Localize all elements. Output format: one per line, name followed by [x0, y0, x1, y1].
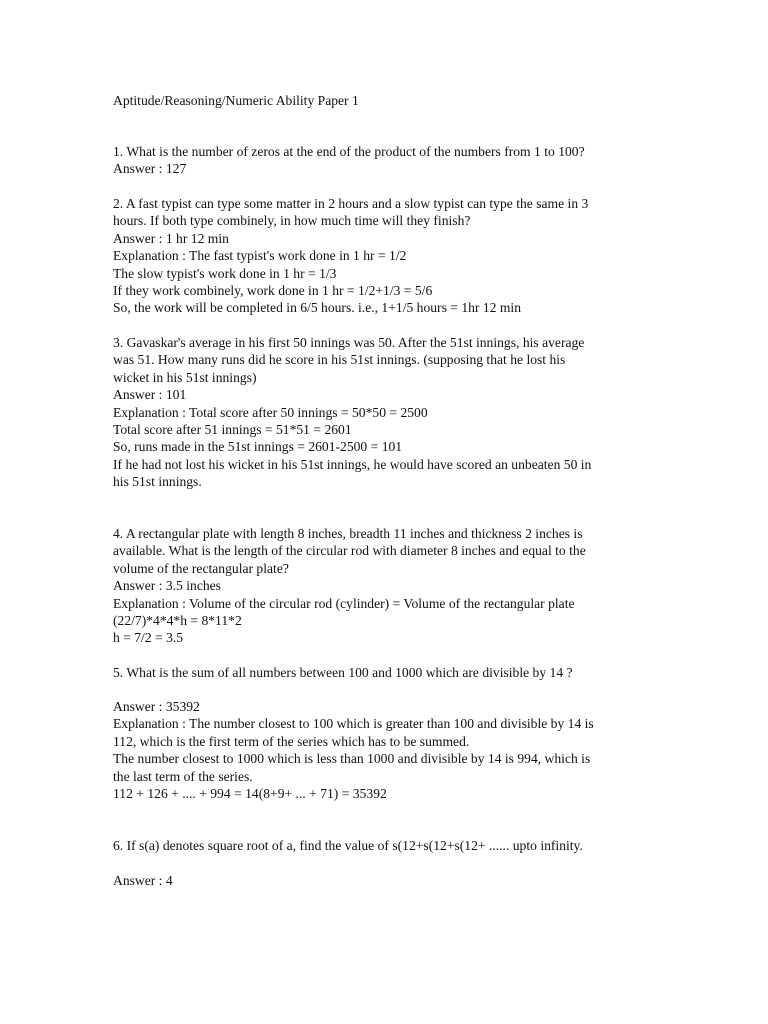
explanation-2-line: So, the work will be completed in 6/5 hours. i.e., 1+1/5 hours = 1hr 12 min — [113, 300, 521, 316]
explanation-4-line: h = 7/2 = 3.5 — [113, 630, 184, 646]
explanation-5-line: The number closest to 1000 which is less than 1000 and divisible by 14 is 994, which is — [113, 751, 591, 767]
answer-2: Answer : 1 hr 12 min — [113, 230, 229, 246]
question-3-text: 3. Gavaskar's average in his first 50 innings was 50. After the 51st innings, his average — [113, 335, 585, 350]
answer-5: Answer : 35392 — [113, 699, 200, 714]
question-4-text: 4. A rectangular plate with length 8 inches, breadth 11 inches and thickness 2 inches is — [113, 526, 583, 541]
question-6-answer-block — [113, 872, 653, 889]
answer-3: Answer : 101 — [113, 387, 187, 403]
answer-4: Answer : 3.5 inches — [113, 578, 221, 594]
question-1-text: 1. What is the number of zeros at the end of the product of the numbers from 1 to 100? — [113, 144, 585, 159]
explanation-4-line: (22/7)*4*4*h = 8*11*2 — [113, 613, 242, 629]
explanation-5-line: the last term of the series. — [113, 768, 253, 784]
explanation-5: Explanation : The number closest to 100 which is greater than 100 and divisible by 14 is — [113, 716, 594, 732]
explanation-3-line: Total score after 51 innings = 51*51 = 2601 — [113, 422, 352, 438]
explanation-2-line: The slow typist's work done in 1 hr = 1/3 — [113, 265, 337, 281]
question-5-text: 5. What is the sum of all numbers between 100 and 1000 which are divisible by 14 ? — [113, 665, 573, 680]
question-2-text: 2. A fast typist can type some matter in 2 hours and a slow typist can type the same in 3 — [113, 196, 589, 211]
explanation-4: Explanation : Volume of the circular rod (cylinder) = Volume of the rectangular plate — [113, 595, 575, 611]
question-6-text: 6. If s(a) denotes square root of a, find the value of s(12+s(12+s(12+ ...... upto infinity. — [113, 838, 583, 853]
question-3-block — [113, 334, 653, 491]
question-3-text-cont: wicket in his 51st innings) — [113, 369, 257, 385]
question-4-text-cont: available. What is the length of the circular rod with diameter 8 inches and equal to the — [113, 543, 586, 559]
explanation-2: Explanation : The fast typist's work done in 1 hr = 1/2 — [113, 248, 407, 264]
question-3-text-cont: was 51. How many runs did he score in his 51st innings. (supposing that he lost his — [113, 352, 566, 368]
explanation-2-line: If they work combinely, work done in 1 hr = 1/2+1/3 = 5/6 — [113, 283, 433, 299]
question-5-block — [113, 664, 653, 681]
question-4-text-cont: volume of the rectangular plate? — [113, 560, 289, 576]
answer-6: Answer : 4 — [113, 873, 173, 888]
explanation-5-line: 112 + 126 + .... + 994 = 14(8+9+ ... + 71) = 35392 — [113, 786, 387, 802]
answer-1: Answer : 127 — [113, 161, 187, 177]
question-4-block — [113, 525, 653, 647]
question-2-block — [113, 195, 653, 317]
question-6-block — [113, 837, 653, 854]
explanation-3-line: his 51st innings. — [113, 474, 202, 490]
explanation-3-line: If he had not lost his wicket in his 51st innings, he would have scored an unbeaten 50 in — [113, 456, 592, 472]
document-title — [113, 92, 653, 109]
title-text: Aptitude/Reasoning/Numeric Ability Paper 1 — [113, 93, 359, 108]
explanation-3: Explanation : Total score after 50 innings = 50*50 = 2500 — [113, 404, 428, 420]
question-2-text-cont: hours. If both type combinely, in how much time will they finish? — [113, 213, 471, 229]
explanation-5-line: 112, which is the first term of the series which has to be summed. — [113, 733, 470, 749]
explanation-3-line: So, runs made in the 51st innings = 2601-2500 = 101 — [113, 439, 403, 455]
question-5-answer-block — [113, 698, 653, 802]
question-1-block — [113, 143, 653, 178]
